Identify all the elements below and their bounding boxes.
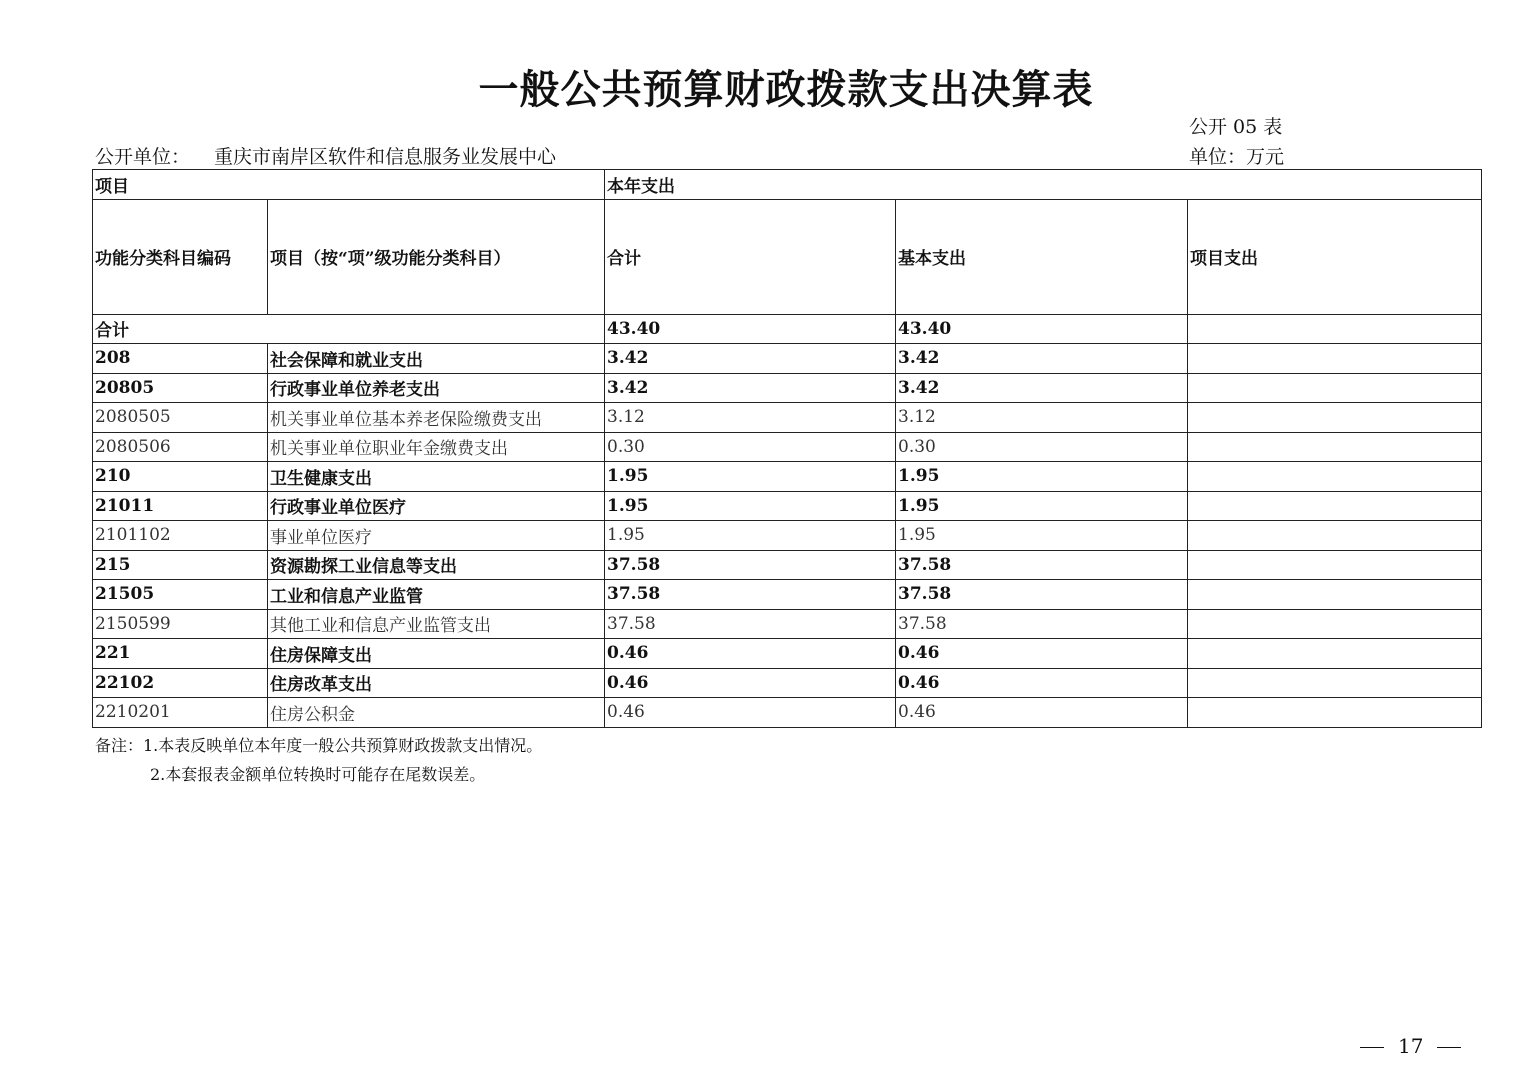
row-basic: 1.95 <box>896 521 1188 551</box>
row-code: 2101102 <box>93 521 268 551</box>
unit-label: 单位：万元 <box>1189 146 1285 168</box>
row-total: 37.58 <box>605 550 896 580</box>
row-project <box>1188 639 1482 669</box>
table-row <box>93 373 1482 403</box>
page-number <box>1360 1034 1461 1058</box>
col-code-header: 功能分类科目编码 <box>93 199 268 314</box>
row-project <box>1188 432 1482 462</box>
row-basic: 37.58 <box>896 580 1188 610</box>
org-name: 重庆市南岸区软件和信息服务业发展中心 <box>214 146 557 168</box>
row-basic: 3.12 <box>896 403 1188 433</box>
table-row <box>93 550 1482 580</box>
row-project <box>1188 521 1482 551</box>
row-total: 0.30 <box>605 432 896 462</box>
note-line-1: 备注：1.本表反映单位本年度一般公共预算财政拨款支出情况。 <box>95 736 543 755</box>
row-code: 2080505 <box>93 403 268 433</box>
page-dash-left <box>1360 1047 1384 1048</box>
col-project-header: 项目支出 <box>1188 199 1482 314</box>
row-code: 221 <box>93 639 268 669</box>
note-line-2: 2.本套报表金额单位转换时可能存在尾数误差。 <box>150 765 486 784</box>
row-total: 3.42 <box>605 344 896 374</box>
row-name: 机关事业单位基本养老保险缴费支出 <box>268 403 605 433</box>
row-name: 住房公积金 <box>268 698 605 728</box>
row-name: 行政事业单位养老支出 <box>268 373 605 403</box>
row-project <box>1188 344 1482 374</box>
row-name: 住房保障支出 <box>268 639 605 669</box>
total-row <box>93 314 1482 344</box>
row-name: 卫生健康支出 <box>268 462 605 492</box>
table-row <box>93 462 1482 492</box>
row-basic: 1.95 <box>896 462 1188 492</box>
total-basic: 43.40 <box>896 314 1188 344</box>
row-code: 2080506 <box>93 432 268 462</box>
row-total: 0.46 <box>605 668 896 698</box>
page-number-value: 17 <box>1398 1034 1424 1058</box>
row-total: 3.12 <box>605 403 896 433</box>
row-basic: 0.46 <box>896 698 1188 728</box>
row-code: 2150599 <box>93 609 268 639</box>
header-current-year: 本年支出 <box>605 170 1482 200</box>
row-basic: 0.46 <box>896 639 1188 669</box>
row-project <box>1188 550 1482 580</box>
row-code: 22102 <box>93 668 268 698</box>
row-project <box>1188 609 1482 639</box>
table-row <box>93 609 1482 639</box>
org-line <box>95 142 556 169</box>
table-row <box>93 432 1482 462</box>
row-project <box>1188 698 1482 728</box>
table-row <box>93 668 1482 698</box>
total-value: 43.40 <box>605 314 896 344</box>
row-name: 事业单位医疗 <box>268 521 605 551</box>
table-row <box>93 521 1482 551</box>
row-basic: 1.95 <box>896 491 1188 521</box>
header-row-2 <box>93 199 1482 314</box>
row-code: 21505 <box>93 580 268 610</box>
row-basic: 0.46 <box>896 668 1188 698</box>
row-name: 资源勘探工业信息等支出 <box>268 550 605 580</box>
expenditure-table <box>92 169 1482 728</box>
row-code: 2210201 <box>93 698 268 728</box>
row-total: 1.95 <box>605 491 896 521</box>
header-item: 项目 <box>93 170 605 200</box>
row-total: 37.58 <box>605 609 896 639</box>
row-basic: 0.30 <box>896 432 1188 462</box>
org-label: 公开单位： <box>95 146 191 168</box>
row-project <box>1188 668 1482 698</box>
row-project <box>1188 462 1482 492</box>
table-row <box>93 344 1482 374</box>
row-code: 210 <box>93 462 268 492</box>
row-code: 215 <box>93 550 268 580</box>
row-project <box>1188 403 1482 433</box>
table-row <box>93 491 1482 521</box>
table-row <box>93 580 1482 610</box>
row-project <box>1188 373 1482 403</box>
col-name-header: 项目（按“项”级功能分类科目） <box>268 199 605 314</box>
total-project <box>1188 314 1482 344</box>
row-name: 行政事业单位医疗 <box>268 491 605 521</box>
row-name: 机关事业单位职业年金缴费支出 <box>268 432 605 462</box>
row-name: 住房改革支出 <box>268 668 605 698</box>
row-project <box>1188 491 1482 521</box>
total-label: 合计 <box>93 314 605 344</box>
table-row <box>93 698 1482 728</box>
table-row <box>93 639 1482 669</box>
form-number: 公开 05 表 <box>1189 116 1283 138</box>
table-row <box>93 403 1482 433</box>
row-total: 0.46 <box>605 698 896 728</box>
row-project <box>1188 580 1482 610</box>
page-title: 一般公共预算财政拨款支出决算表 <box>478 66 1094 113</box>
row-basic: 37.58 <box>896 609 1188 639</box>
row-basic: 3.42 <box>896 344 1188 374</box>
row-name: 工业和信息产业监管 <box>268 580 605 610</box>
row-total: 0.46 <box>605 639 896 669</box>
row-total: 37.58 <box>605 580 896 610</box>
col-basic-header: 基本支出 <box>896 199 1188 314</box>
header-row-1 <box>93 170 1482 200</box>
row-basic: 37.58 <box>896 550 1188 580</box>
col-total-header: 合计 <box>605 199 896 314</box>
page-dash-right <box>1437 1047 1461 1048</box>
row-code: 21011 <box>93 491 268 521</box>
row-total: 3.42 <box>605 373 896 403</box>
row-code: 20805 <box>93 373 268 403</box>
row-basic: 3.42 <box>896 373 1188 403</box>
row-name: 社会保障和就业支出 <box>268 344 605 374</box>
row-code: 208 <box>93 344 268 374</box>
row-total: 1.95 <box>605 462 896 492</box>
row-name: 其他工业和信息产业监管支出 <box>268 609 605 639</box>
row-total: 1.95 <box>605 521 896 551</box>
